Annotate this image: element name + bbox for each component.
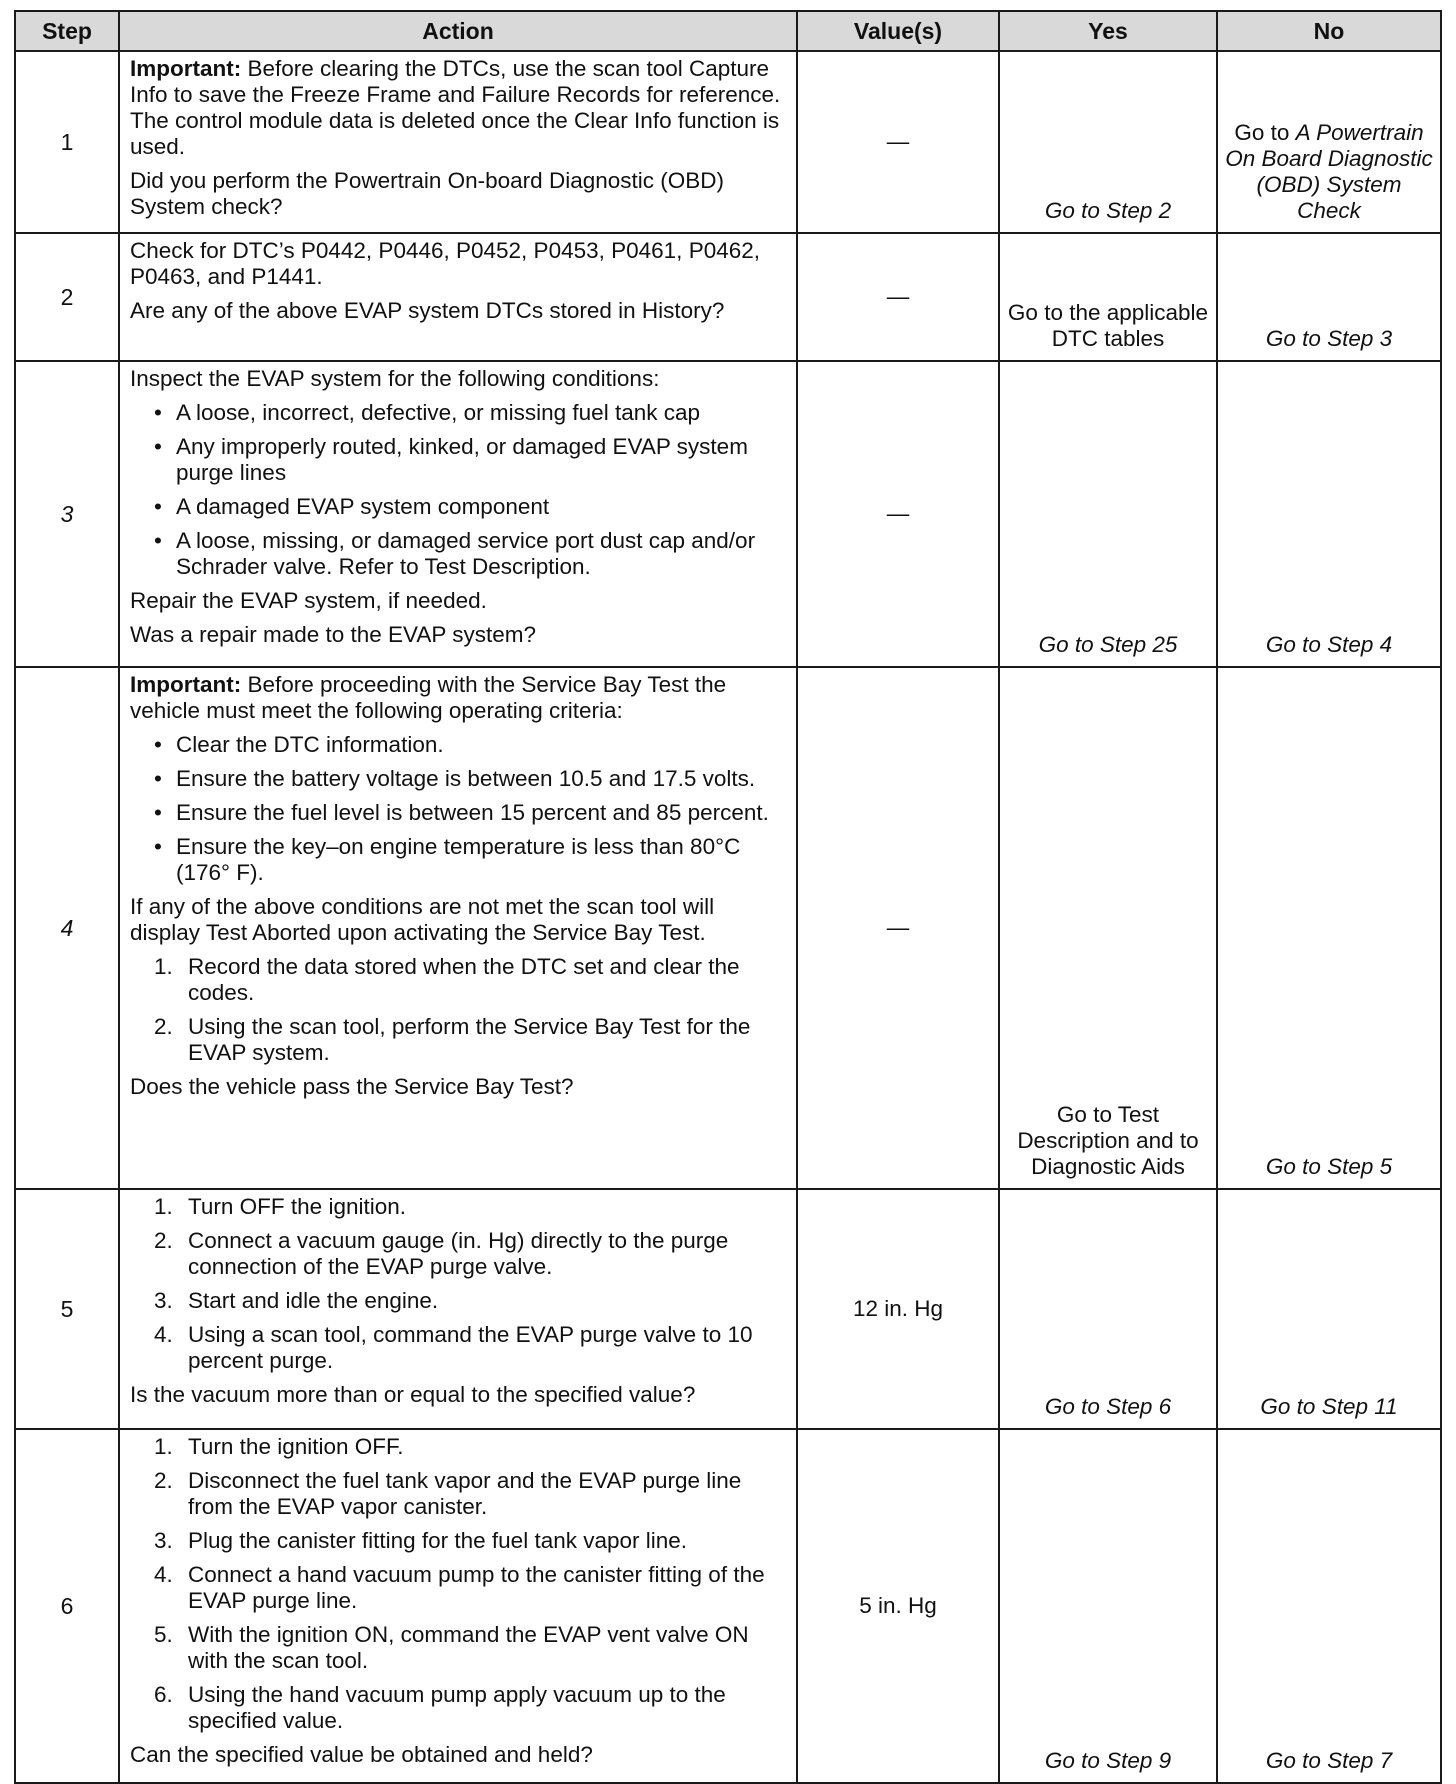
instruction-intro: Inspect the EVAP system for the following conditions: <box>130 366 660 391</box>
list-item <box>154 1682 788 1734</box>
table-row-step-5 <box>15 1189 1441 1429</box>
list-number: 1. <box>154 1434 173 1459</box>
procedure-list <box>130 1434 788 1734</box>
step-number: 1 <box>15 51 119 233</box>
header-row <box>15 11 1441 51</box>
value-cell: 5 in. Hg <box>797 1429 999 1783</box>
header-action: Action <box>119 11 797 51</box>
list-number: 4. <box>154 1562 173 1587</box>
important-text: Before clearing the DTCs, use the scan tool Capture Info to save the Freeze Frame and Failure Records for reference. The control module data is deleted once the Clear Info function is used. <box>130 56 781 159</box>
list-item: • Any improperly routed, kinked, or damaged EVAP system purge lines <box>154 434 788 486</box>
list-text: Record the data stored when the DTC set and clear the codes. <box>188 954 740 1005</box>
list-item: • A damaged EVAP system component <box>154 494 788 520</box>
question-text: Does the vehicle pass the Service Bay Test? <box>130 1074 574 1099</box>
list-item: • Clear the DTC information. <box>154 732 788 758</box>
action-cell <box>119 51 797 233</box>
step-number: 5 <box>15 1189 119 1429</box>
no-prefix: Go to <box>1234 120 1296 145</box>
yes-link[interactable]: Go to Step 9 <box>999 1429 1217 1783</box>
list-item: • Ensure the battery voltage is between 10.5 and 17.5 volts. <box>154 766 788 792</box>
yes-link[interactable]: Go to the applicable DTC tables <box>999 233 1217 361</box>
step-number: 3 <box>15 361 119 667</box>
list-text: Disconnect the fuel tank vapor and the EVAP purge line from the EVAP vapor canister. <box>188 1468 742 1519</box>
question-text: Was a repair made to the EVAP system? <box>130 622 537 647</box>
list-text: Connect a hand vacuum pump to the canister fitting of the EVAP purge line. <box>188 1562 765 1613</box>
list-text: Using the hand vacuum pump apply vacuum up to the specified value. <box>188 1682 726 1733</box>
table-row-step-6 <box>15 1429 1441 1783</box>
header-step: Step <box>15 11 119 51</box>
list-item: • A loose, missing, or damaged service port dust cap and/or Schrader valve. Refer to Test Description. <box>154 528 788 580</box>
table-row-step-3 <box>15 361 1441 667</box>
value-cell: — <box>797 233 999 361</box>
yes-link[interactable]: Go to Step 25 <box>999 361 1217 667</box>
criteria-list <box>130 732 788 886</box>
list-item <box>154 954 788 1006</box>
value-cell: — <box>797 51 999 233</box>
instruction-text: If any of the above conditions are not met the scan tool will display Test Aborted upon activating the Service Bay Test. <box>130 894 715 945</box>
list-number: 2. <box>154 1014 173 1039</box>
list-item <box>154 1228 788 1280</box>
procedure-list <box>130 1194 788 1374</box>
list-text: Start and idle the engine. <box>188 1288 439 1313</box>
important-text: Before proceeding with the Service Bay Test the vehicle must meet the following operating criteria: <box>130 672 727 723</box>
list-text: Turn OFF the ignition. <box>188 1194 407 1219</box>
important-note <box>130 672 788 724</box>
list-item <box>154 1322 788 1374</box>
value-cell: 12 in. Hg <box>797 1189 999 1429</box>
list-number: 3. <box>154 1528 173 1553</box>
instruction-text: Repair the EVAP system, if needed. <box>130 588 487 613</box>
list-item: • Ensure the key–on engine temperature is less than 80°C (176° F). <box>154 834 788 886</box>
action-cell <box>119 1429 797 1783</box>
question-text: Did you perform the Powertrain On-board Diagnostic (OBD) System check? <box>130 168 724 219</box>
header-values: Value(s) <box>797 11 999 51</box>
list-number: 6. <box>154 1682 173 1707</box>
question-text: Can the specified value be obtained and held? <box>130 1742 593 1767</box>
condition-list <box>130 400 788 580</box>
list-number: 2. <box>154 1228 173 1253</box>
list-number: 2. <box>154 1468 173 1493</box>
procedure-list <box>130 954 788 1066</box>
yes-link[interactable]: Go to Step 6 <box>999 1189 1217 1429</box>
question-text: Is the vacuum more than or equal to the specified value? <box>130 1382 696 1407</box>
header-yes: Yes <box>999 11 1217 51</box>
table-row-step-2 <box>15 233 1441 361</box>
important-label: Important: <box>130 56 242 81</box>
yes-link[interactable]: Go to Step 2 <box>999 51 1217 233</box>
list-number: 3. <box>154 1288 173 1313</box>
action-cell <box>119 1189 797 1429</box>
list-item <box>154 1528 788 1554</box>
no-link[interactable]: Go to Step 11 <box>1217 1189 1441 1429</box>
list-number: 4. <box>154 1322 173 1347</box>
no-link[interactable]: Go to Step 3 <box>1217 233 1441 361</box>
table-row-step-4 <box>15 667 1441 1189</box>
instruction-text: Check for DTC’s P0442, P0446, P0452, P0453, P0461, P0462, P0463, and P1441. <box>130 238 760 289</box>
value-cell: — <box>797 361 999 667</box>
important-note <box>130 56 788 160</box>
list-item <box>154 1194 788 1220</box>
list-text: Connect a vacuum gauge (in. Hg) directly to the purge connection of the EVAP purge valve. <box>188 1228 729 1279</box>
step-number: 4 <box>15 667 119 1189</box>
list-text: With the ignition ON, command the EVAP vent valve ON with the scan tool. <box>188 1622 749 1673</box>
list-number: 5. <box>154 1622 173 1647</box>
list-item <box>154 1434 788 1460</box>
diagnostic-table <box>14 10 1442 1784</box>
list-item <box>154 1468 788 1520</box>
value-cell: — <box>797 667 999 1189</box>
list-number: 1. <box>154 1194 173 1219</box>
list-text: Plug the canister fitting for the fuel tank vapor line. <box>188 1528 688 1553</box>
no-link[interactable]: Go to Step 5 <box>1217 667 1441 1189</box>
list-item <box>154 1622 788 1674</box>
no-cell[interactable] <box>1217 51 1441 233</box>
list-item: • A loose, incorrect, defective, or missing fuel tank cap <box>154 400 788 426</box>
list-item <box>154 1014 788 1066</box>
list-text: Turn the ignition OFF. <box>188 1434 404 1459</box>
no-link[interactable]: Go to Step 4 <box>1217 361 1441 667</box>
action-cell <box>119 233 797 361</box>
step-number: 6 <box>15 1429 119 1783</box>
question-text: Are any of the above EVAP system DTCs stored in History? <box>130 298 725 323</box>
yes-link[interactable]: Go to Test Description and to Diagnostic Aids <box>999 667 1217 1189</box>
list-number: 1. <box>154 954 173 979</box>
list-item <box>154 1562 788 1614</box>
list-item <box>154 1288 788 1314</box>
action-cell <box>119 667 797 1189</box>
table-row-step-1 <box>15 51 1441 233</box>
list-text: Using a scan tool, command the EVAP purge valve to 10 percent purge. <box>188 1322 753 1373</box>
no-link[interactable]: Go to Step 7 <box>1217 1429 1441 1783</box>
no-link[interactable]: A Powertrain On Board Diagnostic (OBD) System Check <box>1225 120 1433 223</box>
list-item: • Ensure the fuel level is between 15 percent and 85 percent. <box>154 800 788 826</box>
header-no: No <box>1217 11 1441 51</box>
action-cell <box>119 361 797 667</box>
list-text: Using the scan tool, perform the Service Bay Test for the EVAP system. <box>188 1014 751 1065</box>
step-number: 2 <box>15 233 119 361</box>
important-label: Important: <box>130 672 242 697</box>
